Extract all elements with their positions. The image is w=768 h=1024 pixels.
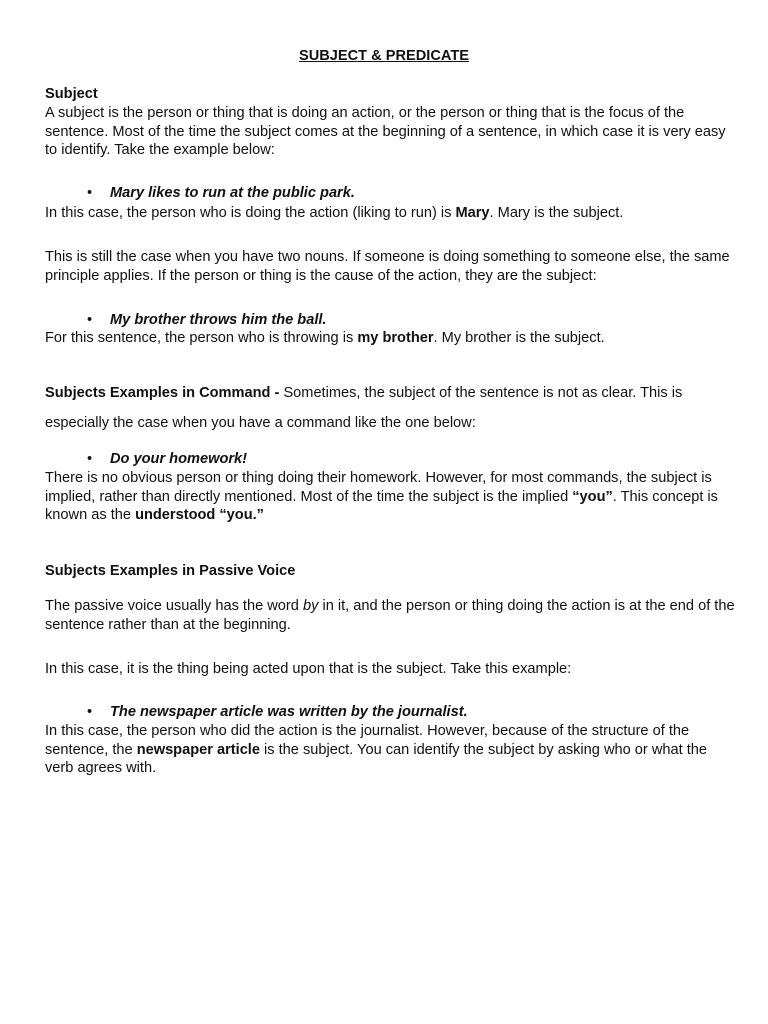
- command-explanation: There is no obvious person or thing doing their homework. However, for most commands, the subject is implied, rather than directly mentioned. Most of the time the subject is the implied “you”. This concept is known as the understood “you.”: [45, 470, 718, 524]
- command-intro-line-2: especially the case when you have a command like the one below:: [45, 415, 476, 431]
- passive-voice-heading: Subjects Examples in Passive Voice: [45, 563, 296, 579]
- bullet-icon: •: [87, 451, 93, 467]
- example-sentence: Mary likes to run at the public park.: [110, 185, 355, 201]
- example-bullet-4: [87, 703, 468, 722]
- passive-paragraph-1: The passive voice usually has the word by in it, and the person or thing doing the action is at the end of the sentence rather than at the beginning.: [45, 598, 735, 633]
- passive-paragraph-2: In this case, it is the thing being acted upon that is the subject. Take this example:: [45, 661, 572, 677]
- example-sentence: My brother throws him the ball.: [110, 312, 327, 328]
- example-1-explanation: In this case, the person who is doing the action (liking to run) is Mary. Mary is the subject.: [45, 205, 624, 221]
- example-sentence: The newspaper article was written by the journalist.: [110, 704, 468, 720]
- command-heading: Subjects Examples in Command -: [45, 385, 284, 401]
- bullet-icon: •: [87, 185, 93, 201]
- passive-explanation: In this case, the person who did the action is the journalist. However, because of the structure of the sentence, the newspaper article is the subject. You can identify the subject by asking who or what the verb agrees with.: [45, 723, 707, 777]
- command-section-intro: Subjects Examples in Command - Sometimes, the subject of the sentence is not as clear. This is: [45, 385, 683, 401]
- example-bullet-3: [87, 450, 247, 469]
- example-2-explanation: For this sentence, the person who is throwing is my brother. My brother is the subject.: [45, 330, 605, 346]
- subject-intro-paragraph: A subject is the person or thing that is doing an action, or the person or thing that is the focus of the sentence. Most of the time the subject comes at the beginning of a sentence, in which case it is very easy to identify. Take the example below:: [45, 105, 726, 159]
- example-bullet-1: [87, 184, 355, 203]
- example-sentence: Do your homework!: [110, 451, 248, 467]
- two-nouns-paragraph: This is still the case when you have two nouns. If someone is doing something to someone else, the same principle applies. If the person or thing is the cause of the action, they are the subject:: [45, 249, 730, 284]
- bullet-icon: •: [87, 704, 93, 720]
- example-bullet-2: [87, 311, 327, 330]
- bullet-icon: •: [87, 312, 93, 328]
- page-title: SUBJECT & PREDICATE: [298, 48, 469, 64]
- subject-heading: Subject: [45, 86, 98, 102]
